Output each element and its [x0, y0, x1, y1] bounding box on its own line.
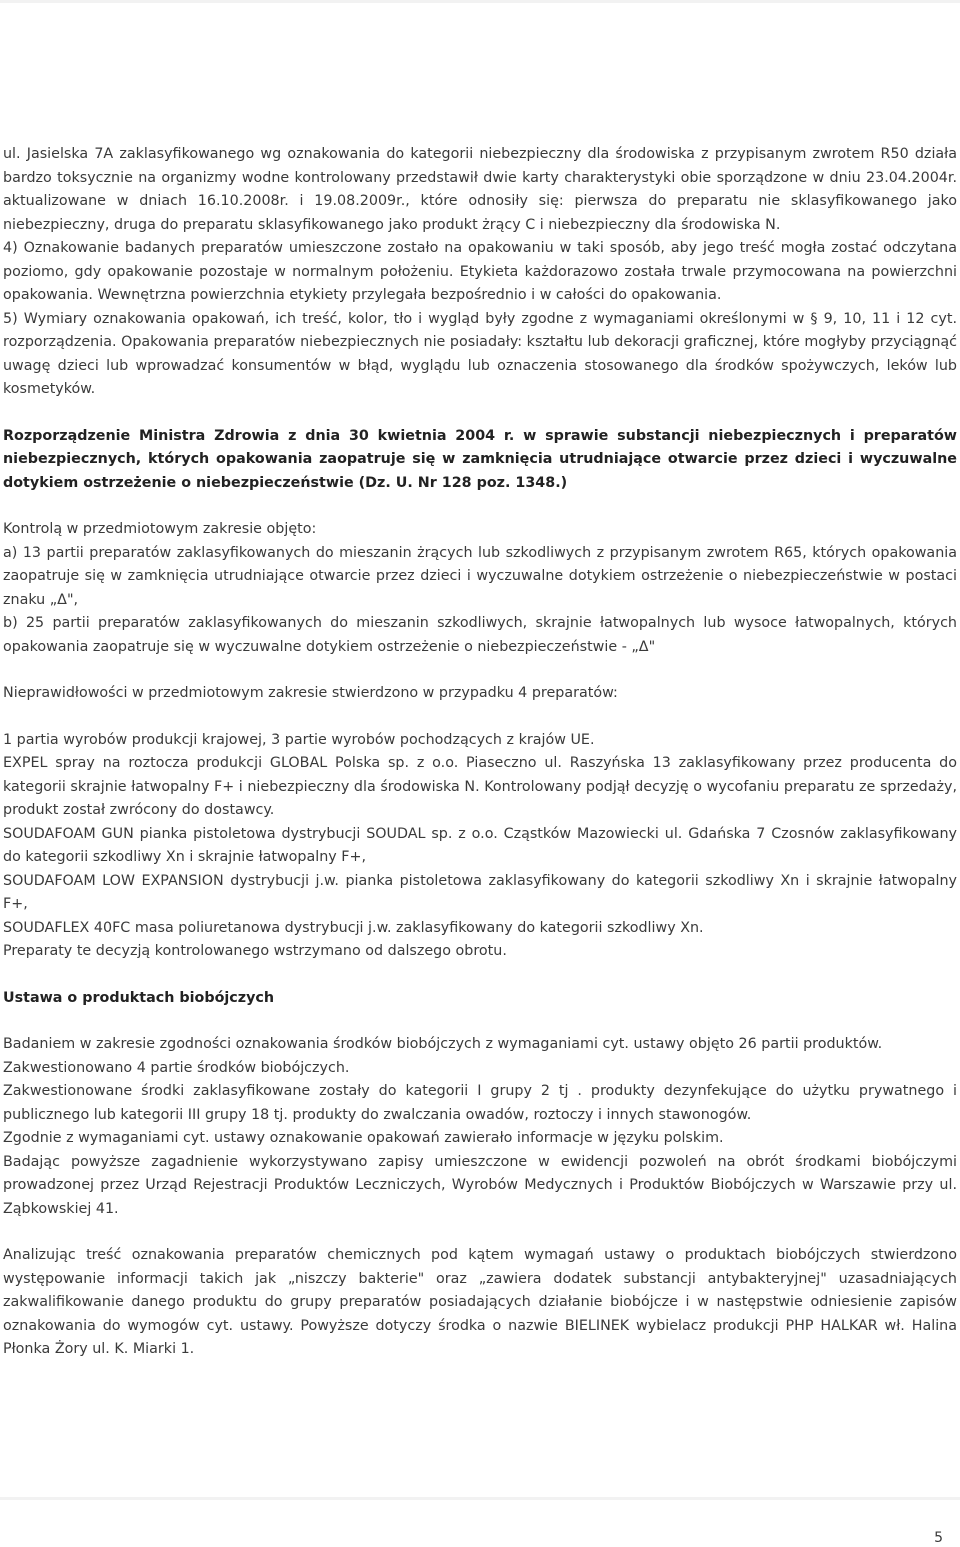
biocide-heading: Ustawa o produktach biobójczych [3, 989, 275, 1006]
top-divider [0, 0, 960, 3]
document-body [3, 143, 957, 1362]
paragraph: Kontrolą w przedmiotowym zakresie objęto: [3, 521, 317, 537]
paragraph: SOUDAFOAM LOW EXPANSION dystrybucji j.w. pianka pistoletowa zaklasyfikowany do kategorii szkodliwy Xn i skrajnie łatwopalny F+, [3, 872, 957, 912]
paragraph: a) 13 partii preparatów zaklasyfikowanych do mieszanin żrących lub szkodliwych z przypisanym zwrotem R65, których opakowania zaopatruje się w zamknięcia utrudniające otwarcie przez dzieci i wyczuwalne dotykiem ostrzeżenie o niebezpieczeństwie w postaci znaku „Δ", [3, 544, 957, 608]
paragraph: Zakwestionowane środki zaklasyfikowane zostały do kategorii I grupy 2 tj . produkty dezynfekujące do użytku prywatnego i publicznego lub kategorii III grupy 18 tj. produkty do zwalczania owadów, roztoczy i innych stawonogów. [3, 1083, 957, 1123]
paragraph: Preparaty te decyzją kontrolowanego wstrzymano od dalszego obrotu. [3, 943, 507, 959]
paragraph: Zakwestionowano 4 partie środków biobójczych. [3, 1059, 350, 1076]
regulation-heading: Rozporządzenie Ministra Zdrowia z dnia 30 kwietnia 2004 r. w sprawie substancji niebezpiecznych i preparatów niebezpiecznych, których opakowania zaopatruje się w zamknięcia utrudniające otwarcie przez dzieci i wyczuwalne dotykiem ostrzeżenie o niebezpieczeństwie (Dz. U. Nr 128 poz. 1348.) [3, 427, 957, 491]
paragraph: Analizując treść oznakowania preparatów chemicznych pod kątem wymagań ustawy o produktach biobójczych stwierdzono występowanie informacji takich jak „niszczy bakterie" oraz „zawiera dodatek substancji antybakteryjnej" uzasadniających zakwalifikowanie danego produktu do grupy preparatów posiadających działanie biobójcze i w następstwie odniesienie zapisów oznakowania do wymogów cyt. ustawy. Powyższe dotyczy środka o nazwie BIELINEK wybielacz produkcji PHP HALKAR wł. Halina Płonka Żory ul. K. Miarki 1. [3, 1247, 957, 1357]
paragraph: Badaniem w zakresie zgodności oznakowania środków biobójczych z wymaganiami cyt. ustawy objęto 26 partii produktów. [3, 1036, 883, 1052]
paragraph: Badając powyższe zagadnienie wykorzystywano zapisy umieszczone w ewidencji pozwoleń na obrót środkami biobójczymi prowadzonej przez Urząd Rejestracji Produktów Leczniczych, Wyrobów Medycznych i Produktów Biobójczych w Warszawie przy ul. Ząbkowskiej 41. [3, 1153, 957, 1217]
paragraph: 4) Oznakowanie badanych preparatów umieszczone zostało na opakowaniu w taki sposób, aby jego treść mogła zostać odczytana poziomo, gdy opakowanie pozostaje w normalnym położeniu. Etykieta każdorazowo została trwale przymocowana na powierzchni opakowania. Wewnętrzna powierzchnia etykiety przylegała bezpośrednio i w całości do opakowania. [3, 240, 957, 303]
paragraph: 5) Wymiary oznakowania opakowań, ich treść, kolor, tło i wygląd były zgodne z wymaganiami określonymi w § 9, 10, 11 i 12 cyt. rozporządzenia. Opakowania preparatów niebezpiecznych nie posiadały: kształtu lub dekoracji graficznej, które mogłyby przyciągnąć uwagę dzieci lub wprowadzać konsumentów w błąd, wyglądu lub oznaczenia stosowanego dla środków spożywczych, leków lub kosmetyków. [3, 310, 957, 397]
paragraph: Nieprawidłowości w przedmiotowym zakresie stwierdzono w przypadku 4 preparatów: [3, 685, 618, 701]
paragraph: SOUDAFLEX 40FC masa poliuretanowa dystrybucji j.w. zaklasyfikowany do kategorii szkodliwy Xn. [3, 919, 704, 936]
paragraph: 1 partia wyrobów produkcji krajowej, 3 partie wyrobów pochodzących z krajów UE. [3, 731, 595, 748]
page-number: 5 [934, 1530, 943, 1546]
paragraph: EXPEL spray na roztocza produkcji GLOBAL Polska sp. z o.o. Piaseczno ul. Raszyńska 13 zaklasyfikowany przez producenta do kategorii skrajnie łatwopalny F+ i niebezpieczny dla środowiska N. Kontrolowany podjął decyzję o wycofaniu preparatu ze sprzedaży, produkt został zwrócony do dostawcy. [3, 755, 957, 818]
paragraph: ul. Jasielska 7A zaklasyfikowanego wg oznakowania do kategorii niebezpieczny dla środowiska z przypisanym zwrotem R50 działa bardzo toksycznie na organizmy wodne kontrolowany przedstawił dwie karty charakterystyki obie sporządzone w dniu 23.04.2004r. aktualizowane w dniach 16.10.2008r. i 19.08.2009r., które odnosiły się: pierwsza do preparatu nie sklasyfikowanego jako niebezpieczny, druga do preparatu sklasyfikowanego jako produkt żrący C i niebezpieczny dla środowiska N. [3, 146, 957, 233]
paragraph: SOUDAFOAM GUN pianka pistoletowa dystrybucji SOUDAL sp. z o.o. Cząstków Mazowiecki ul. Gdańska 7 Czosnów zaklasyfikowany do kategorii szkodliwy Xn i skrajnie łatwopalny F+, [3, 825, 957, 865]
bottom-divider [0, 1497, 960, 1500]
paragraph: Zgodnie z wymaganiami cyt. ustawy oznakowanie opakowań zawierało informacje w języku polskim. [3, 1130, 724, 1146]
paragraph: b) 25 partii preparatów zaklasyfikowanych do mieszanin szkodliwych, skrajnie łatwopalnych lub wysoce łatwopalnych, których opakowania zaopatruje się w wyczuwalne dotykiem ostrzeżenie o niebezpieczeństwie - „Δ" [3, 615, 957, 655]
